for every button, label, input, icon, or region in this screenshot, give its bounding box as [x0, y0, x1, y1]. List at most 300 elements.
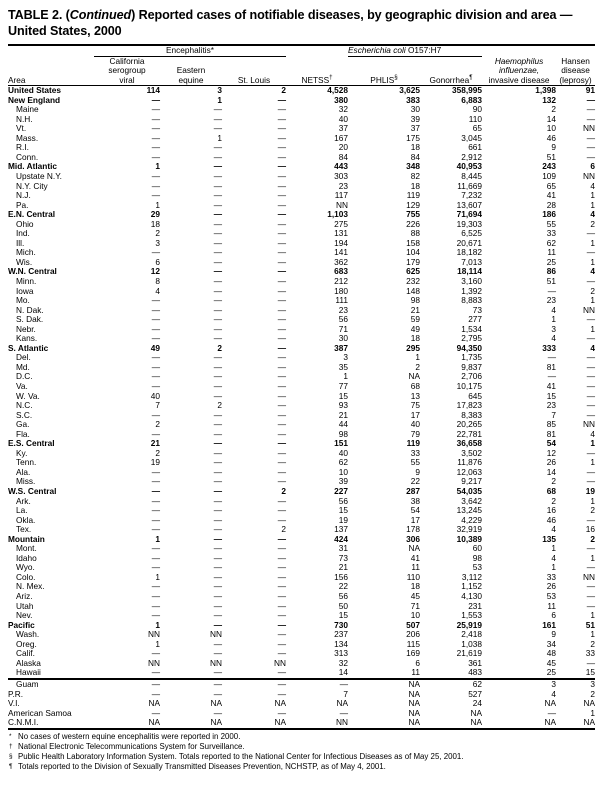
row-area-label: Upstate N.Y.: [16, 170, 62, 181]
row-area-label: S.C.: [16, 409, 33, 420]
row-area-label: Ohio: [16, 218, 34, 229]
row-cell: —: [277, 342, 287, 353]
row-cell: —: [151, 562, 160, 573]
row-cell: 33: [546, 571, 557, 582]
row-cell: —: [151, 466, 160, 477]
row-cell: 54: [410, 505, 421, 516]
row-cell: —: [277, 209, 287, 220]
row-cell: 49: [410, 323, 421, 334]
row-cell: 1: [590, 438, 596, 449]
row-cell: —: [586, 409, 596, 420]
row-cell: 91: [556, 86, 595, 96]
row-cell: —: [277, 610, 287, 621]
notifiable-diseases-table: [8, 44, 595, 730]
row-cell: —: [213, 304, 222, 315]
row-cell: 3: [482, 679, 556, 690]
row-cell: 18: [410, 581, 421, 592]
row-cell: 2: [281, 524, 287, 535]
row-cell: —: [277, 314, 287, 325]
footnote-text: Public Health Laboratory Information System. Totals reported to the National Center for Infectious Diseases as of May 25, 2001.: [18, 751, 464, 761]
row-cell: 2: [155, 228, 160, 239]
row-cell: 12: [546, 447, 557, 458]
table-row: [8, 267, 595, 277]
row-area-label: La.: [16, 505, 28, 516]
row-cell: —: [151, 543, 160, 554]
row-cell: —: [213, 199, 222, 210]
row-cell: 86: [546, 266, 557, 277]
row-cell: 49: [150, 342, 160, 353]
row-cell: —: [213, 571, 222, 582]
row-area-label: Ala.: [16, 466, 31, 477]
row-cell: —: [586, 390, 596, 401]
row-cell: 21: [410, 304, 421, 315]
row-area-label: D.C.: [16, 371, 33, 382]
row-cell: 62: [338, 457, 349, 468]
row-area-label: Pacific: [8, 619, 35, 630]
row-cell: —: [222, 679, 286, 690]
row-area-label: Oreg.: [16, 638, 37, 649]
footnote-text: Totals reported to the Division of Sexually Transmitted Diseases Prevention, NCHSTP, as of May 4, 2001.: [18, 761, 386, 771]
row-cell: —: [277, 457, 287, 468]
row-cell: 73: [338, 552, 349, 563]
row-cell: 275: [334, 218, 349, 229]
row-cell: —: [213, 543, 222, 554]
footnote-mark: †: [9, 742, 13, 750]
table-row: [8, 124, 595, 134]
row-cell: —: [213, 514, 222, 525]
row-cell: 443: [334, 161, 349, 172]
row-cell: —: [277, 247, 287, 258]
row-cell: 4: [551, 688, 557, 699]
row-area-label: Mont.: [16, 543, 37, 554]
row-cell: 1: [590, 295, 596, 306]
row-cell: 1: [590, 610, 596, 621]
table-row: [8, 420, 595, 430]
row-cell: 115: [406, 638, 421, 649]
row-cell: —: [213, 409, 222, 420]
haemophilus-italic: Haemophilus: [494, 55, 544, 66]
row-cell: —: [277, 161, 287, 172]
row-cell: 19,303: [456, 218, 483, 229]
row-cell: —: [277, 629, 287, 640]
table-row: [8, 621, 595, 631]
row-cell: —: [277, 447, 287, 458]
row-cell: 169: [406, 648, 421, 659]
row-cell: 16: [546, 505, 557, 516]
row-cell: —: [277, 285, 287, 296]
row-area-label: Tex.: [16, 524, 32, 535]
row-cell: 2: [590, 505, 596, 516]
row-cell: —: [213, 170, 222, 181]
row-cell: 237: [334, 629, 349, 640]
row-cell: 25: [546, 667, 557, 678]
row-cell: 1: [155, 571, 160, 582]
row-cell: 117: [334, 190, 349, 201]
table-row: [8, 592, 595, 602]
row-cell: NA: [408, 371, 421, 382]
row-cell: 40: [410, 419, 421, 430]
row-cell: —: [151, 648, 160, 659]
row-cell: NA: [210, 698, 222, 709]
footnote-mark: ¶: [9, 762, 13, 770]
row-cell: —: [586, 151, 596, 162]
row-cell: 51: [546, 151, 557, 162]
row-cell: —: [151, 170, 160, 181]
header-group-encephalitis: Encephalitis*: [94, 45, 286, 56]
row-area-label: N.H.: [16, 113, 33, 124]
row-cell: —: [277, 275, 287, 286]
row-cell: 54,035: [456, 486, 483, 497]
row-cell: 2: [415, 361, 421, 372]
row-cell: 7,232: [461, 190, 483, 201]
row-cell: 1: [590, 190, 596, 201]
row-cell: 2,418: [461, 629, 483, 640]
row-cell: NN: [148, 657, 160, 668]
row-area-label: Alaska: [16, 657, 41, 668]
row-cell: —: [586, 352, 596, 363]
row-cell: —: [213, 314, 222, 325]
row-cell: —: [213, 610, 222, 621]
table-row: [8, 258, 595, 268]
row-cell: —: [151, 600, 160, 611]
row-cell: —: [277, 400, 287, 411]
row-cell: NN: [583, 123, 596, 134]
table-row: [8, 382, 595, 392]
row-cell: 12,063: [456, 466, 483, 477]
row-cell: 18,114: [457, 266, 483, 277]
table-row: [8, 153, 595, 163]
row-cell: —: [213, 619, 222, 630]
row-cell: 45: [546, 657, 557, 668]
row-area-label: Guam: [8, 679, 94, 690]
row-cell: 98: [472, 552, 483, 563]
row-cell: 55: [546, 218, 557, 229]
row-cell: 683: [334, 266, 349, 277]
table-row: [8, 334, 595, 344]
header-group-gap3: [556, 45, 595, 56]
row-cell: 40: [150, 390, 160, 401]
header-phlis-line3: [348, 73, 420, 86]
row-cell: —: [277, 419, 287, 430]
table-row: [8, 115, 595, 125]
table-row: [8, 439, 595, 449]
row-cell: —: [277, 591, 287, 602]
row-cell: —: [277, 132, 287, 143]
row-cell: —: [213, 142, 222, 153]
row-area-label: N.J.: [16, 190, 31, 201]
row-cell: —: [586, 581, 596, 592]
row-area-label: N. Mex.: [16, 581, 45, 592]
row-cell: —: [586, 476, 596, 487]
row-cell: 20: [338, 142, 349, 153]
table-row: [8, 563, 595, 573]
row-cell: 306: [406, 533, 421, 544]
table-row: [8, 344, 595, 354]
row-cell: 178: [406, 524, 421, 535]
row-cell: 50: [338, 600, 349, 611]
row-cell: 30: [338, 333, 349, 344]
row-area-label: Tenn.: [16, 457, 37, 468]
row-cell: 26: [546, 457, 557, 468]
row-cell: —: [277, 409, 287, 420]
row-cell: 39: [338, 476, 349, 487]
influenzae-italic: influenzae,: [498, 65, 540, 76]
title-continued: Continued: [69, 8, 132, 22]
table-row: [8, 143, 595, 153]
row-cell: NN: [274, 657, 287, 668]
row-cell: 2: [551, 495, 557, 506]
row-cell: 7,013: [461, 256, 483, 267]
row-cell: 59: [410, 314, 421, 325]
table-body-states: [8, 86, 595, 679]
row-cell: —: [213, 209, 222, 220]
row-cell: 14: [546, 113, 557, 124]
row-cell: NN: [583, 571, 596, 582]
row-cell: 10,389: [456, 533, 483, 544]
row-area-label: Wyo.: [16, 562, 35, 573]
table-row: [8, 172, 595, 182]
row-cell: 40,953: [456, 161, 483, 172]
row-cell: 29: [150, 209, 160, 220]
row-cell: NA: [348, 679, 420, 690]
row-cell: —: [213, 688, 222, 699]
row-cell: —: [586, 275, 596, 286]
row-cell: —: [277, 381, 287, 391]
row-cell: 1: [590, 707, 596, 718]
row-cell: —: [151, 113, 160, 124]
row-area-label: W.N. Central: [8, 266, 57, 277]
table-row: [8, 506, 595, 516]
row-cell: —: [151, 667, 160, 678]
table-row: [8, 718, 595, 729]
row-cell: —: [277, 180, 287, 191]
row-cell: 98: [410, 295, 421, 306]
row-area-label: Iowa: [16, 285, 34, 296]
row-cell: —: [277, 688, 287, 699]
row-cell: —: [277, 304, 287, 315]
table-row: [8, 96, 595, 106]
row-area-label: United States: [8, 86, 94, 96]
row-cell: —: [586, 228, 596, 239]
row-cell: 14: [546, 466, 557, 477]
row-cell: —: [213, 447, 222, 458]
row-cell: 387: [334, 342, 349, 353]
row-cell: 84: [338, 151, 349, 162]
table-row: [8, 668, 595, 679]
row-cell: 2,912: [461, 151, 483, 162]
row-cell: NA: [336, 698, 349, 709]
footnote: [8, 762, 595, 772]
row-cell: —: [151, 514, 160, 525]
row-cell: 358,995: [420, 86, 482, 96]
row-cell: 134: [334, 638, 349, 649]
row-cell: 1: [590, 457, 596, 468]
row-cell: 23: [338, 304, 349, 315]
row-cell: —: [151, 247, 160, 258]
header-group-ecoli: [348, 45, 482, 56]
row-cell: 10,175: [456, 381, 483, 391]
row-cell: —: [277, 190, 287, 201]
row-cell: 4: [551, 333, 557, 344]
header-california-line3: viral: [119, 74, 135, 85]
row-area-label: Utah: [16, 600, 34, 611]
row-cell: 62: [420, 679, 482, 690]
row-cell: 131: [334, 228, 349, 239]
row-cell: 110: [468, 113, 483, 124]
row-cell: 111: [335, 295, 349, 306]
footnotes: [8, 732, 595, 772]
row-cell: —: [277, 170, 287, 181]
row-cell: 755: [406, 209, 421, 220]
footnote: [8, 752, 595, 762]
row-cell: 40: [338, 113, 349, 124]
row-cell: 81: [546, 361, 557, 372]
row-cell: 1: [155, 533, 160, 544]
row-cell: 6,525: [461, 228, 483, 239]
row-cell: —: [277, 438, 287, 449]
row-cell: 2: [281, 486, 287, 497]
row-cell: —: [151, 707, 160, 718]
row-cell: 23: [546, 400, 557, 411]
table-row: [8, 640, 595, 650]
row-cell: —: [277, 323, 287, 334]
header-eastern-line2: Eastern: [176, 65, 206, 76]
row-cell: —: [277, 237, 287, 248]
row-area-label: Colo.: [16, 571, 36, 582]
netss-footnote-mark: †: [329, 73, 333, 81]
row-area-label: Pa.: [16, 199, 29, 210]
table-row: [8, 525, 595, 535]
table-row: [8, 315, 595, 325]
row-cell: 383: [406, 94, 421, 105]
row-cell: 231: [468, 600, 483, 611]
table-row: [8, 449, 595, 459]
row-cell: 11: [411, 667, 421, 678]
row-cell: —: [277, 638, 287, 649]
row-cell: 2: [217, 342, 222, 353]
header-california-line2: serogroup: [108, 65, 146, 76]
row-cell: 21,619: [456, 648, 483, 659]
row-cell: 15: [338, 610, 349, 621]
row-cell: 4: [590, 180, 596, 191]
header-netss-line3: [286, 73, 348, 86]
header-gonorrhea-line3: [420, 73, 482, 86]
row-cell: 16: [585, 524, 596, 535]
row-cell: 18: [410, 142, 421, 153]
row-cell: NN: [583, 170, 596, 181]
row-cell: 161: [542, 619, 557, 630]
header-california-line1: California: [109, 55, 145, 66]
row-cell: 361: [468, 657, 483, 668]
row-cell: 51: [585, 619, 596, 630]
row-cell: 1: [590, 199, 596, 210]
row-cell: 17: [410, 409, 421, 420]
row-area-label: Nev.: [16, 610, 33, 621]
row-cell: 313: [334, 648, 349, 659]
row-cell: 287: [406, 486, 421, 497]
row-cell: —: [277, 113, 287, 124]
row-cell: —: [213, 323, 222, 334]
row-cell: 17,823: [456, 400, 483, 411]
row-cell: —: [151, 591, 160, 602]
row-cell: —: [277, 218, 287, 229]
row-area-label: Ariz.: [16, 591, 33, 602]
row-cell: 62: [546, 237, 557, 248]
row-cell: —: [277, 104, 287, 115]
row-area-label: Mountain: [8, 533, 45, 544]
row-cell: —: [151, 688, 160, 699]
row-cell: NA: [210, 717, 222, 728]
row-cell: 151: [334, 438, 349, 449]
table-row: [8, 220, 595, 230]
row-cell: 1: [551, 314, 557, 325]
table-row: [8, 535, 595, 545]
footnote-mark: §: [9, 752, 13, 760]
row-cell: —: [277, 562, 287, 573]
row-cell: —: [277, 619, 287, 630]
footnote-text: No cases of western equine encephalitis were reported in 2000.: [18, 731, 241, 741]
row-cell: —: [213, 180, 222, 191]
row-cell: 2: [590, 638, 596, 649]
row-cell: —: [586, 657, 596, 668]
row-cell: 32: [338, 657, 349, 668]
row-cell: —: [213, 581, 222, 592]
row-cell: 15: [546, 390, 557, 401]
table-row: [8, 649, 595, 659]
row-cell: —: [213, 505, 222, 516]
row-cell: 22: [410, 476, 421, 487]
row-cell: 79: [410, 428, 421, 439]
row-cell: —: [277, 571, 287, 582]
row-cell: 37: [410, 123, 421, 134]
row-cell: 14: [338, 667, 349, 678]
row-cell: 3: [556, 679, 595, 690]
header-group-gap2: [482, 45, 556, 56]
row-cell: —: [586, 514, 596, 525]
row-cell: 18: [410, 333, 421, 344]
row-cell: 73: [472, 304, 483, 315]
row-cell: 156: [334, 571, 349, 582]
row-cell: —: [151, 524, 160, 535]
row-cell: —: [586, 142, 596, 153]
row-cell: 36,658: [456, 438, 483, 449]
row-cell: 84: [410, 151, 421, 162]
row-area-label: New England: [8, 94, 61, 105]
row-cell: —: [151, 495, 160, 506]
row-cell: 98: [338, 428, 349, 439]
row-cell: 23: [546, 295, 557, 306]
row-area-label: Mich.: [16, 247, 36, 258]
row-cell: —: [213, 638, 222, 649]
row-cell: —: [213, 390, 222, 401]
header-stlouis-line1: [222, 56, 286, 66]
row-cell: NA: [148, 698, 160, 709]
row-cell: 4: [590, 342, 596, 353]
row-cell: 1,103: [327, 209, 349, 220]
row-cell: 277: [468, 314, 483, 325]
row-cell: 1: [343, 371, 349, 382]
row-cell: —: [151, 352, 160, 363]
row-cell: —: [277, 648, 287, 659]
header-hansen-line1: Hansen: [561, 55, 590, 66]
row-cell: 10: [546, 123, 557, 134]
row-cell: —: [586, 104, 596, 115]
row-cell: 9: [551, 629, 557, 640]
row-cell: 194: [334, 237, 349, 248]
row-cell: 1: [415, 352, 421, 363]
header-phlis-line1: [348, 56, 420, 66]
row-cell: —: [277, 266, 287, 277]
